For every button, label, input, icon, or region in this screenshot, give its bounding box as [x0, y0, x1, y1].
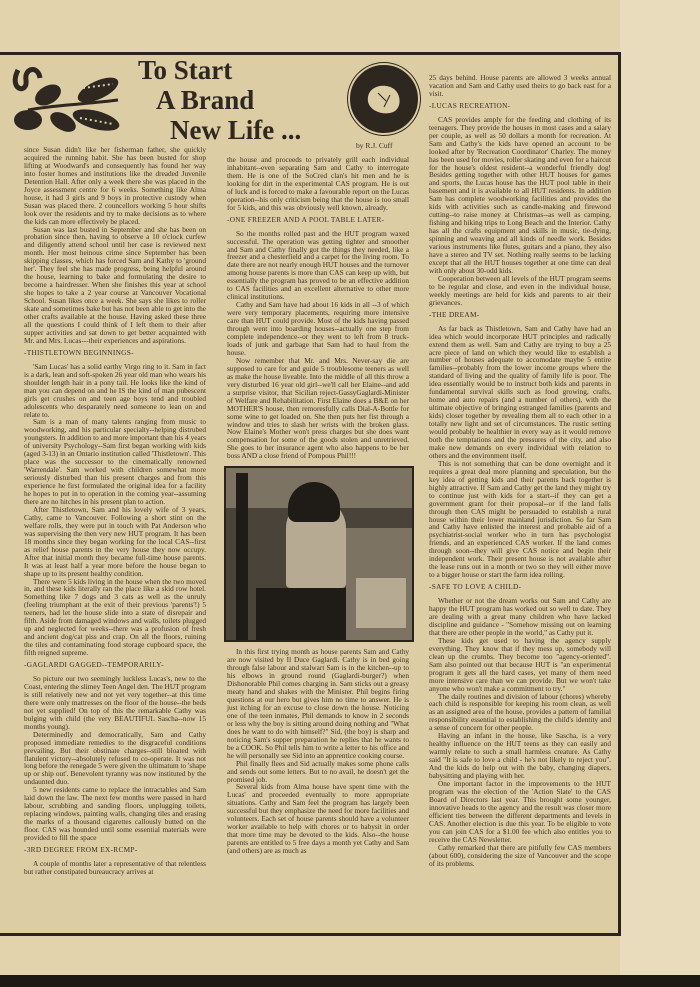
paragraph: Whether or not the dream works out Sam and Cathy are happy the HUT program has worked out so well to date. They are dealing with a great many children who have lacked discipline and guidance - "Somehow missing out on learning that there are other people in the world," as Cathy put it.	[429, 596, 611, 637]
section-heading: -LUCAS RECREATION-	[429, 100, 511, 110]
paragraph: Having an infant in the house, like Sascha, is a very healthy influence on the HUT teens as they can easily and warmly relate to such a small harmless creature. As Cathy said "It is safe to love a child - he's not likely to reject you". And the kids do help out with the baby, changing diapers, babysitting and playing with her.	[429, 731, 611, 781]
paragraph: 'Sam Lucas' has a solid earthy Virgo ring to it. Sam in fact is a dark, lean and soft-spoken 26 year old man who wears his shoulder length hair in a pony tail. He looks like the kind of man you can depend on and he IS the kind of man pubescent girls get crushes on and teen age boys tend and troubled adolescents who desparately need someone to lean on and relate to.	[24, 361, 206, 419]
section-heading: -THE DREAM-	[429, 309, 480, 319]
paragraph: Phil finally flees and Sid actually makes some phone calls and sends out some letters. But to no avail, he doesn't get the promised job.	[227, 758, 409, 784]
paragraph: The daily routines and division of labour (chores) whereby each child is responsible for keeping his room clean, as well as an assigned area of the house, provides a pattern of familial responsibility essential to establishing the child's identity and a sense of concern for other people.	[429, 691, 611, 733]
paragraph: CAS provides amply for the feeding and clothing of its teenagers. They provide the houses in most cases and a salary per couple, as well as 50 dollars a month for recreation. At Sam and Cathy's the kids have opened an account to be looked after by 'Recreation Coordinator' Charley. The money has been used for movies, roller skating and even for a haircut for the house's oldest resident--a wonderful friendly dog! Besides getting together with other HUT houses for games and sports, the Lucas house has the HUT pool table in their basement and it is available to all HUT residents. In addition Sam has complete woodworking facilities and provides the kids with activities such as candle-making and firewood cutting--to raise money at Christmas--as well as camping, fishing and hiking trips to Long Beach and the Interior. Cathy has all the crafts equipment and skills in music, tie-dying, spinning and weaving and all kinds of needle work. Besides various instruments like flutes, guitars and a piano, they also have a stereo and TV set. Nothing really seems to be lacking except that all the HUT houses together at one time can deal with only about 30-odd kids.	[429, 114, 611, 275]
paragraph: So picture our two seemingly luckless Lucas's, new to the Coast, entering the slimey Teen Angel den. The HUT program is still relatively new and not yet very together--at this time there were only mattresses on the floor of the house--the beds not yet supplied! On top of this the remarkable Cathy was bulging with child (the very BEAUTIFUL Sascha--now 15 months young).	[24, 674, 206, 731]
paragraph: Cooperation between all levels of the HUT program seems to be regular and close, and even in the individual house, weekly meetings are held for kids and parents to air their grievances.	[429, 273, 611, 307]
column-2-lower	[227, 648, 409, 855]
paragraph: Now remember that Mr. and Mrs. Never-say die are supposed to care for and guide 5 troublesome teeners as well as make the house liveable. Into the middle of all this throw a very disturbed 16 year old girl--we'll call her Elaine--and add a surprise visitor, that Sicilian reject-GassyGaglardi-Minister of Welfare and Rehabilitation. First Elaine does a B&E on her MOTHER'S house, then remoresfully calls Dial-A-Bottle for some wine to get loaded on. She then puts her fist through a window and tries to slash her wrists with the broken glass. Now Elaine's Mother won't press charges but she does want compensation for some of the goods stolen and unretrieved. She goes to her insurance agent who also happens to be her boss AND a close friend of Pompous Phil!!!	[227, 355, 409, 461]
paragraph: 5 new residents came to replace the intractables and Sam laid down the law. The next few months were passed in hard labour, scrubbing and sanding floors, unplugging toilets, replacing windows, painting walls, changing tiles and erasing the marks of a thousand cigarettes callously butted on the floor. CAS was hounded until some essential materials were provided to fill the space	[24, 785, 206, 843]
byline: by R.J. Cuff	[356, 141, 393, 150]
section-heading: -3RD DEGREE FROM EX-RCMP-	[24, 845, 138, 855]
paragraph: Several kids from Alma house have spent time with the Lucas' and proceeded eventually to more appropriate situations. Cathy and Sam feel the program has largely been successful but they emphasize the need for more facilities and volunteers. Each set of house parents should have a volunteer worker available to help with chores or to babysit in order that more time may be devoted to the kids. Also--the house parents are entitled to 5 free days a month yet Cathy and Sam (and others) are as much as	[227, 782, 409, 856]
page-margin	[620, 0, 700, 975]
paragraph: Cathy remarked that there are pitifully few CAS members (about 600), considering the size of Vancouver and the scope of its problems.	[429, 842, 611, 868]
article-photo	[224, 466, 414, 642]
paragraph: the house and proceeds to privately grill each individual inhabitant--even separating Sam and Cathy to interrogate them. He is one of the SoCred clan's hit men and he is looking for dirt in the experimental CAS program. He is out of luck and is forced to make a favourable report on the Lucas operation--his only criticism being that the house is too small for 5 kids, and this was obviously well known, already.	[227, 155, 409, 212]
paragraph: After Thistletown, Sam and his lovely wife of 3 years, Cathy, came to Vancouver. Following a short stint on the welfare rolls, they were put in touch with Pat Anderson who was supervising the then very new HUT program. It has been 18 months since they began working for the local CAS--first as relief house parents in the very house they now occupy. After that initial month they became full-time house parents. It was at least half a year more before the house began to shape up to its present healthy condition.	[24, 504, 206, 578]
headline-line-1: To Start	[138, 55, 233, 85]
headline-line-3: New Life ...	[170, 115, 302, 145]
paragraph: A couple of months later a representative of that relentless but rather constipated bureaucracy arrives at	[24, 858, 206, 876]
emblem-icon	[350, 65, 418, 133]
paragraph: This is not something that can be done overnight and it requires a great deal more planning and speculation, but the key idea of getting kids and their parents back together is highly attractive. If Sam and Cathy get the land they might try to continue just with kids for a start--if they can get a government grant for their proposal--or if the land falls through then CAS might be persuaded to establish a rural house within their lower mainland jurisdiction. So far Sam and Cathy have enlisted the interest and probable aid of a psychiatrist-social worker who in turn has psychologist friends, and an experienced CAS worker. If the land comes through soon--they will give CAS notice and begin their independent work. Their present house is not available after the lease runs out in a month or two so they will either move to a bigger house or start the farm idea rolling.	[429, 458, 611, 580]
scan-edge	[0, 975, 700, 987]
column-2	[227, 156, 409, 460]
paragraph: Susan was last busted in September and she has been on probation since then, having to observe a 10 o'clock curfew and diligently attend school until her case is reviewed next month. Her most heinous crime since September has been skipping classes, which has forced Sam and Kathy to 'ground her'. They feel she has made progress, being helpful around the house, learning to bake and formulating the desire to become a hairdresser. When she finishes this year at school she hopes to take a 2 year course at Vancouver Vocational School. Susan likes once a week. She says she likes to roller skate and sometimes bake but has not been able to get into the other crafts available at the house. Having asked these three all the questions I could think of I left them to their after supper activities and sat down to get better acquainted with Mr. and Mrs. Lucas---their experiences and aspirations.	[24, 224, 206, 345]
section-heading: -SAFE TO LOVE A CHILD-	[429, 582, 522, 592]
floral-ornament-icon	[8, 60, 128, 140]
paragraph: Determinedly and democratically, Sam and Cathy proposed immediate remedies to the disgraceful conditions prevailing. But their obstinate charges--still bloated with flatulent victory--absolutely refused to co-operate. It was not long before the renegade 5 were given the ultimatum to 'shape up or ship out'. Benevolent tyranny was now instituted by the undaunted duo.	[24, 729, 206, 787]
paragraph: There were 5 kids living in the house when the two moved in, and these kids literally ran the place like a skid row hotel. Something like 7 dogs and 3 cats as well as the unruly (feeling triumphant at the exit of their previous 'parents'!) 5 teeners, had let the house slide into a state of disrepair and filth. Aside from damaged windows and walls, toilets plugged up and neglected for weeks--there was a profusion of fresh and ancient dog/cat piss and crap. On all the floors, ruining the tiles and contaminating food storage cupboard space, the filth reigned supreme.	[24, 576, 206, 658]
column-2-stack	[227, 156, 413, 855]
paragraph: One important factor in the improvements to the HUT program was the election of the 'Action Slate' to the CAS Board of Directors last year. This brought some younger, innovative heads to the agency and the result was closer more efficient ties between the different departments and levels in CAS. Another election is due this year. To be eligible to vote you can join CAS for a $1.00 fee which also entitles you to receive the CAS Newsletter.	[429, 779, 611, 844]
paragraph: These kids get used to having the agency supply everything. They know that if they mess up, somebody will clean up the crumbs. They become too "agency-oriented". Sam also pointed out that because HUT is "an experimental program it gets all the hard cases, yet many of them need more intensive care than we can provide. But we won't take anyone who won't make a commitment to try."	[429, 635, 611, 693]
paragraph: Cathy and Sam have had about 16 kids in all --3 of which were very temporary placements, requiring more intensive care than HUT could provide. Most of the kids having passed through went into boarding houses--actually one step from complete independence--or they went to left from 8 truck-loads of junk and garbage that Sam had to haul from the house.	[227, 300, 409, 357]
section-heading: -THISTLETOWN BEGINNINGS-	[24, 347, 134, 357]
headline-line-2: A Brand	[156, 85, 255, 115]
paragraph: Sam is a man of many talents ranging from music to woodworking, and his particular specialty--helping distrubed youngsters. In addition to and more important than his 4 years of university Psychology--Sam first began working with kids (aged 3-13) in an Ontario institution called 'Thistletown'. This place was the successor to the cinematically renowned 'Warrendale'. Sam worked with children somewhat more seriously disturbed than his present charges and from this experience he first formulated the original idea for a facility he hopes to put in to operation in the coming year--assuming there are no hitches in his present plan to action.	[24, 417, 206, 506]
paragraph: So the months rolled past and the HUT program waxed successful. The operation was getting tighter and smoother and Sam and Cathy finally got the things they needed, like a freezer and a chesterfield and a carpet for the living room. To date there are not nearly enough HUT houses and the turnover among house parents is more than CAS can keep up with, but essentially the program has proved to be an effective addition to CAS facilities and an excellent alternative to other more clinical institutions.	[227, 228, 409, 302]
section-heading: -GAGLARDI GAGGED--TEMPORARILY-	[24, 660, 164, 670]
section-heading: -ONE FREEZER AND A POOL TABLE LATER-	[227, 214, 385, 224]
paragraph: As far back as Thistletown, Sam and Cathy have had an idea which would incorporate HUT principles and radically extend them as well. Sam and Cathy are trying to buy a 25 acre piece of land on which they would like to establish a number of houses adequate to accomodate maybe 5 entire families--probably from the lower income groups where the standard of living and the quality of family life is poor. The idea essentially would be to instruct both kids and parents in fundamental survival skills such as food growing, crafts, home and auto repairs (and a number of others), with the ultimate objective of bringing estranged families (parents and kids) closer together by revealing them all to each other in a totally new light and set of circumstances. The rustic setting would probably be healthier in every way as it would remove both the temptations and the pressures of the city, and also make new demands on every individual with relation to others and the environment itself.	[429, 323, 611, 460]
paragraph: In this first trying month as house parents Sam and Cathy are now visited by Il Duce Gaglardi. Cathy is in bed going through false labour and stalwart Sam is in the kitchen--up to his elbows in ground round (Gaglardi-burger?) when Dishonorable Phil comes charging in. Sam sticks out a greasy meaty hand and shakes with the Minister. Phil begins firing questions at our hero but gives him no time to answer. He is just itching for an excuse to close down the house. Noticing one of the teen inmates, Phil demands to know in 2 seconds or less why the boy is sitting around doing nothing and "What does he want to do with himself?" Sid, (the boy) is sharp and noticing Sam's supper preparation he replies that he wants to be a COOK. So Phil tells him to write a letter to his office and he will personally see Sid into an apprentice cooking course.	[227, 647, 409, 760]
column-1	[24, 146, 206, 876]
paragraph: since Susan didn't like her fisherman father, she quickly acquired the running habit. She has been busted for shop lifting at Woodward's and consequently has found her way into foster homes and institutions like the dreaded Juvenile Detention Hall. After only a week there she was placed in the Joyce assessment centre for 6 weeks. Something like Alma house, it had 3 girls and 9 boys in protective custody when Susan was placed there. 2 councellors working 5 hour shifts look over the residents and try to make decisions as to where the kids can more effectively be placed.	[24, 145, 206, 226]
paragraph: 25 days behind. House parents are allowed 3 weeks annual vacation and Sam and Cathy used theirs to go back east for a visit.	[429, 73, 611, 98]
column-3	[429, 74, 611, 868]
